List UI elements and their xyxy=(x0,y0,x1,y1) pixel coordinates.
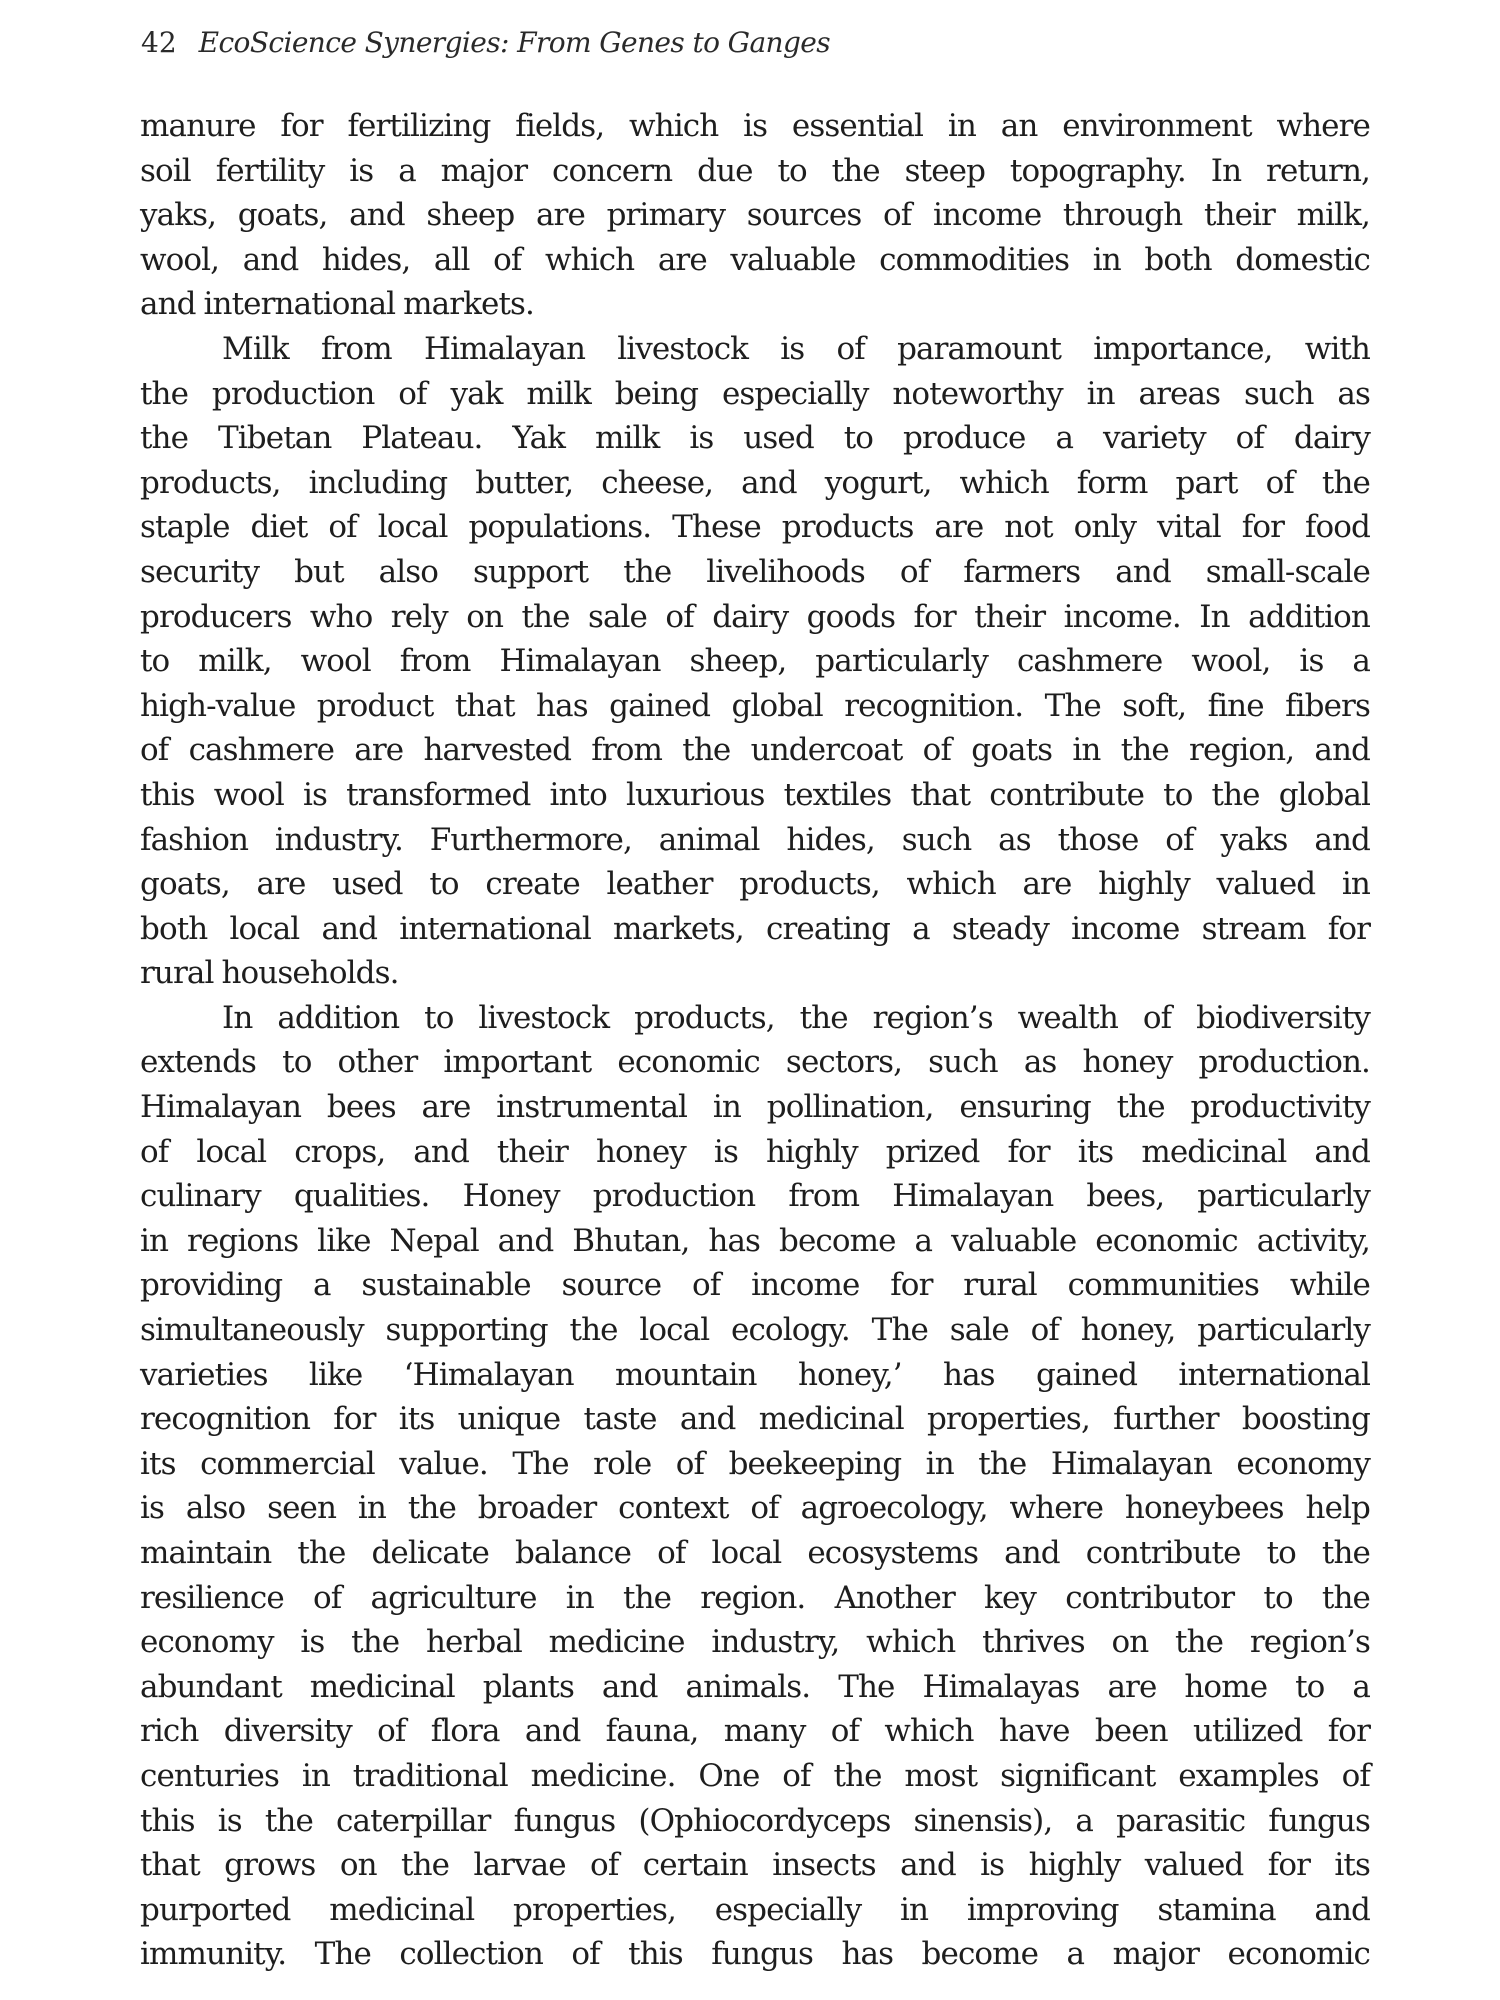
text-line: the Tibetan Plateau. Yak milk is used to produce a variety of dairy xyxy=(140,420,1370,457)
book-title: EcoScience Synergies: From Genes to Ganges xyxy=(198,26,831,59)
text-line: staple diet of local populations. These products are not only vital for food xyxy=(140,509,1370,546)
text-line: In addition to livestock products, the region’s wealth of biodiversity xyxy=(222,999,1370,1036)
text-line: extends to other important economic sectors, such as honey production. xyxy=(140,1044,1370,1081)
text-line: culinary qualities. Honey production from Himalayan bees, particularly xyxy=(140,1178,1370,1215)
text-line: maintain the delicate balance of local ecosystems and contribute to the xyxy=(140,1535,1370,1571)
text-line: fashion industry. Furthermore, animal hides, such as those of yaks and xyxy=(140,821,1370,858)
text-line: wool, and hides, all of which are valuable commodities in both domestic xyxy=(140,241,1370,278)
text-line: manure for fertilizing fields, which is essential in an environment where xyxy=(140,108,1370,144)
text-line: security but also support the livelihoods of farmers and small-scale xyxy=(140,553,1370,590)
text-line: this wool is transformed into luxurious textiles that contribute to the global xyxy=(140,776,1370,813)
text-line: rural households. xyxy=(140,955,399,992)
text-line: economy is the herbal medicine industry, which thrives on the region’s xyxy=(140,1624,1370,1661)
text-line: in regions like Nepal and Bhutan, has become a valuable economic activity, xyxy=(140,1222,1370,1259)
text-line: varieties like ‘Himalayan mountain honey,’ has gained international xyxy=(140,1356,1370,1393)
text-line: of local crops, and their honey is highly prized for its medicinal and xyxy=(140,1133,1370,1170)
text-line: rich diversity of flora and fauna, many of which have been utilized for xyxy=(140,1713,1370,1750)
text-line: recognition for its unique taste and medicinal properties, further boosting xyxy=(140,1401,1370,1438)
text-line: products, including butter, cheese, and yogurt, which form part of the xyxy=(140,464,1370,501)
text-line: abundant medicinal plants and animals. The Himalayas are home to a xyxy=(140,1668,1370,1705)
text-line: that grows on the larvae of certain insects and is highly valued for its xyxy=(140,1847,1370,1884)
body-text xyxy=(140,104,1370,1977)
text-line: yaks, goats, and sheep are primary sources of income through their milk, xyxy=(140,197,1370,234)
text-line: centuries in traditional medicine. One of the most significant examples of xyxy=(140,1757,1370,1794)
text-line: soil fertility is a major concern due to the steep topography. In return, xyxy=(140,152,1370,189)
text-line: and international markets. xyxy=(140,286,534,323)
text-line: providing a sustainable source of income for rural communities while xyxy=(140,1267,1370,1304)
running-head xyxy=(141,26,830,59)
paragraph xyxy=(140,996,1370,1977)
page-number: 42 xyxy=(141,26,177,59)
text-line: Milk from Himalayan livestock is of paramount importance, with xyxy=(222,330,1370,367)
text-line: immunity. The collection of this fungus has become a major economic xyxy=(140,1936,1370,1973)
text-line: this is the caterpillar fungus (Ophiocordyceps sinensis), a parasitic fungus xyxy=(140,1802,1370,1839)
text-line: simultaneously supporting the local ecology. The sale of honey, particularly xyxy=(140,1312,1370,1349)
text-line: of cashmere are harvested from the undercoat of goats in the region, and xyxy=(140,732,1370,769)
paragraph xyxy=(140,104,1370,327)
text-line: to milk, wool from Himalayan sheep, particularly cashmere wool, is a xyxy=(140,643,1370,680)
text-line: resilience of agriculture in the region. Another key contributor to the xyxy=(140,1579,1370,1616)
text-line: the production of yak milk being especially noteworthy in areas such as xyxy=(140,375,1370,412)
text-line: both local and international markets, creating a steady income stream for xyxy=(140,910,1370,947)
text-line: high-value product that has gained global recognition. The soft, fine fibers xyxy=(140,687,1370,724)
text-line: goats, are used to create leather products, which are highly valued in xyxy=(140,866,1370,903)
text-line: purported medicinal properties, especially in improving stamina and xyxy=(140,1891,1370,1928)
text-line: Himalayan bees are instrumental in pollination, ensuring the productivity xyxy=(140,1089,1370,1126)
text-line: its commercial value. The role of beekeeping in the Himalayan economy xyxy=(140,1445,1370,1482)
text-line: producers who rely on the sale of dairy goods for their income. In addition xyxy=(140,598,1370,635)
paragraph xyxy=(140,327,1370,996)
text-line: is also seen in the broader context of agroecology, where honeybees help xyxy=(140,1490,1370,1527)
